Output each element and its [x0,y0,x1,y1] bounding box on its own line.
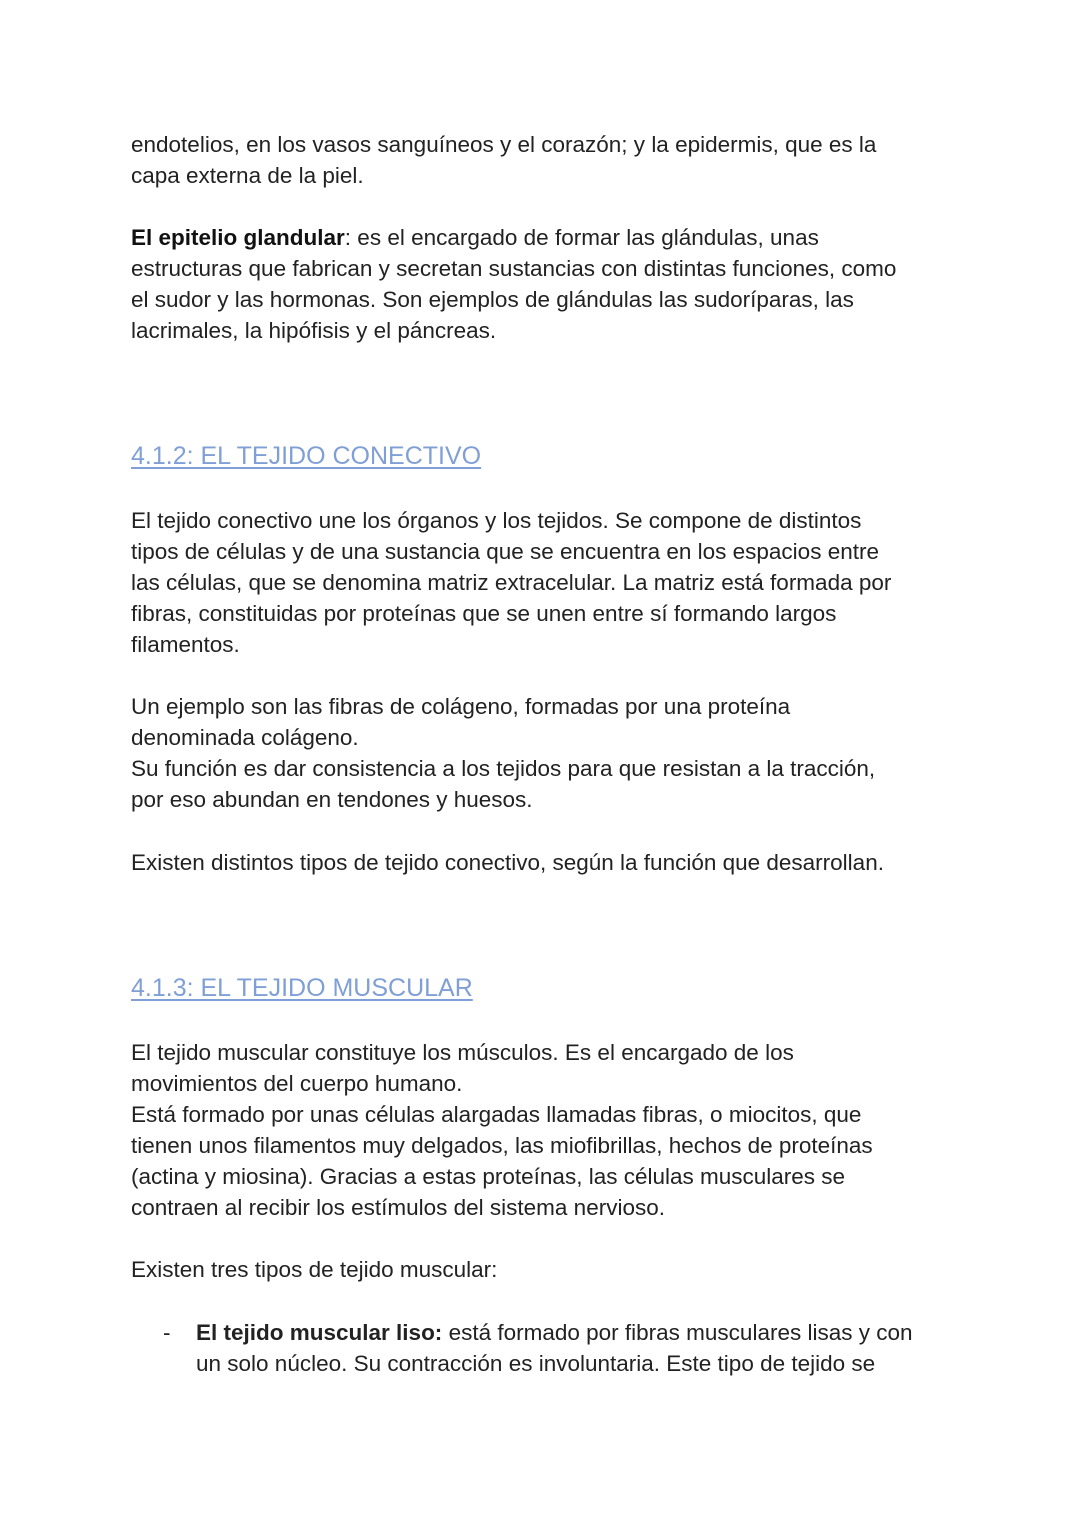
list-bullet-dash: - [163,1320,171,1345]
paragraph-tipos-conectivo: Existen distintos tipos de tejido conectivo, según la función que desarrollan. [131,850,884,875]
paragraph-endotelios: endotelios, en los vasos sanguíneos y el corazón; y la epidermis, que es la capa externa de la piel. [131,132,877,188]
paragraph-epitelio-glandular [131,222,961,346]
paragraph-tres-tipos: Existen tres tipos de tejido muscular: [131,1257,498,1282]
list-item-description: está formado por fibras musculares lisas y con un solo núcleo. Su contracción es involuntaria. Este tipo de tejido se [196,1320,913,1376]
paragraph-tejido-conectivo: El tejido conectivo une los órganos y los tejidos. Se compone de distintos tipos de células y de una sustancia que se encuentra en los espacios entre las células, que se denomina matriz extracelular. La matriz está formada por fibras, constituidas por proteínas que se unen entre sí formando largos filamentos. [131,508,892,657]
paragraph-epitelio-glandular-text: : es el encargado de formar las glándulas, unas estructuras que fabrican y secretan sustancias con distintas funciones, como el sudor y las hormonas. Son ejemplos de glándulas las sudoríparas, las lacrimales, la hipófisis y el páncreas. [131,225,897,343]
term-epitelio-glandular: El epitelio glandular [131,225,345,250]
list-item-text [196,1317,966,1379]
heading-tejido-conectivo[interactable]: 4.1.2: EL TEJIDO CONECTIVO [131,442,482,470]
heading-tejido-muscular[interactable]: 4.1.3: EL TEJIDO MUSCULAR [131,974,473,1002]
paragraph-tejido-muscular: El tejido muscular constituye los músculos. Es el encargado de los movimientos del cuerpo humano. Está formado por unas células alargadas llamadas fibras, o miocitos, que tienen unos filamentos muy delgados, las miofibrillas, hechos de proteínas (actina y miosina). Gracias a estas proteínas, las células musculares se contraen al recibir los estímulos del sistema nervioso. [131,1040,873,1220]
term-muscular-liso: El tejido muscular liso: [196,1320,443,1345]
paragraph-fibras-colageno: Un ejemplo son las fibras de colágeno, formadas por una proteína denominada colágeno. Su función es dar consistencia a los tejidos para que resistan a la tracción, por eso abundan en tendones y huesos. [131,694,876,812]
